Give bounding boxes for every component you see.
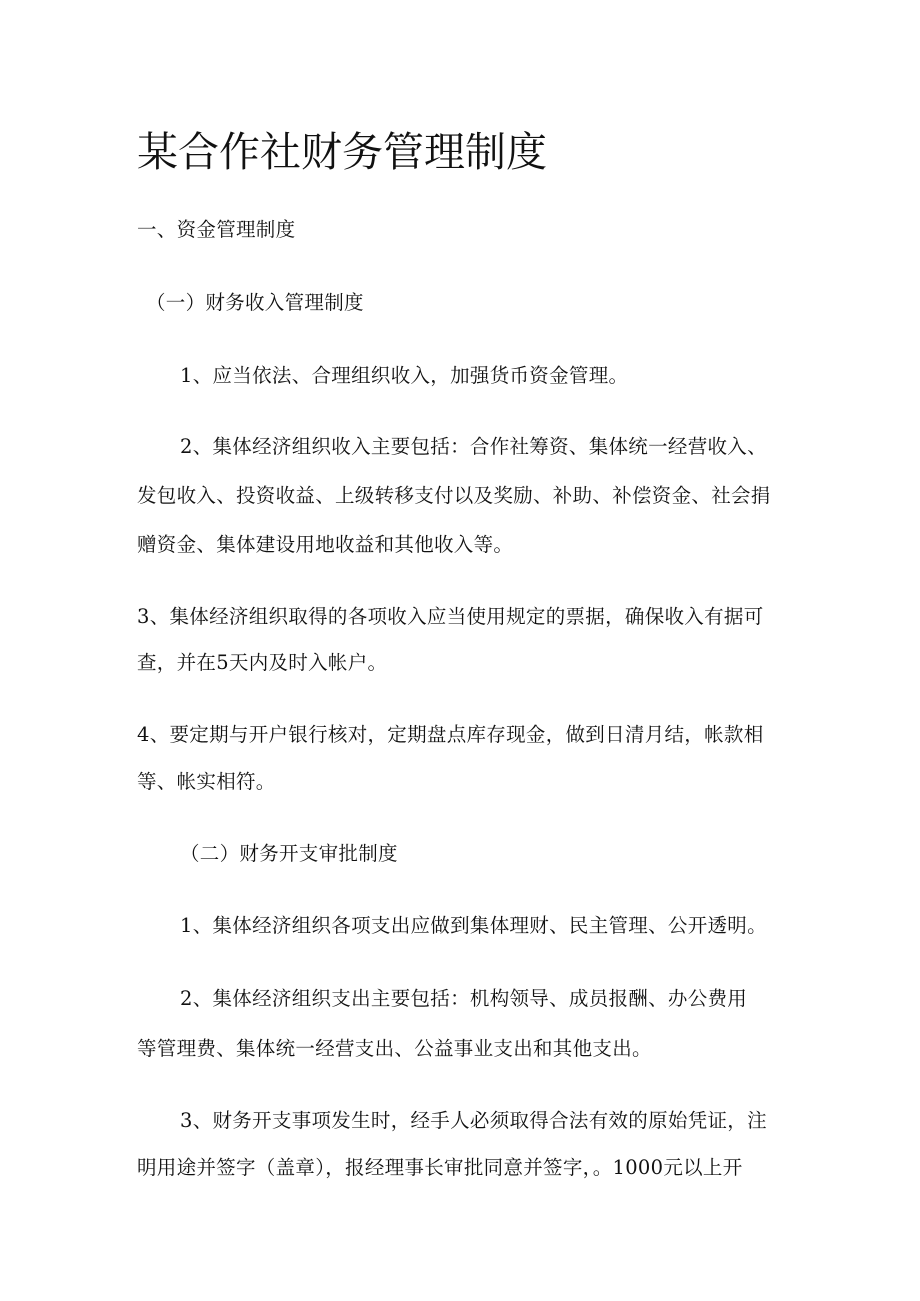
paragraph-line: 查，并在5天内及时入帐户。 (137, 651, 388, 674)
paragraph-line: 2、集体经济组织收入主要包括：合作社筹资、集体统一经营收入、 (180, 435, 767, 458)
paragraph-line: 2、集体经济组织支出主要包括：机构领导、成员报酬、办公费用 (180, 987, 748, 1010)
document-title: 某合作社财务管理制度 (137, 128, 547, 176)
paragraph-line: 等、帐实相符。 (137, 770, 276, 793)
paragraph-line: 3、财务开支事项发生时，经手人必须取得合法有效的原始凭证，注 (180, 1109, 767, 1132)
paragraph-line: 发包收入、投资收益、上级转移支付以及奖励、补助、补偿资金、社会捐 (137, 484, 771, 507)
section-heading-1: 一、资金管理制度 (137, 218, 296, 241)
paragraph-line: 1、集体经济组织各项支出应做到集体理财、民主管理、公开透明。 (180, 914, 767, 937)
paragraph-line: 等管理费、集体统一经营支出、公益事业支出和其他支出。 (137, 1037, 652, 1060)
paragraph-line: 1、应当依法、合理组织收入，加强货币资金管理。 (180, 364, 629, 387)
paragraph-line: 4、要定期与开户银行核对，定期盘点库存现金，做到日清月结，帐款相 (137, 723, 764, 746)
paragraph-line: 赠资金、集体建设用地收益和其他收入等。 (137, 533, 514, 556)
paragraph-line: 明用途并签字（盖章），报经理事长审批同意并签字，。1000元以上开 (137, 1156, 743, 1179)
subsection-heading-1: （一）财务收入管理制度 (146, 291, 364, 314)
paragraph-line: 3、集体经济组织取得的各项收入应当使用规定的票据，确保收入有据可 (137, 605, 764, 628)
subsection-heading-2: （二）财务开支审批制度 (180, 842, 398, 865)
